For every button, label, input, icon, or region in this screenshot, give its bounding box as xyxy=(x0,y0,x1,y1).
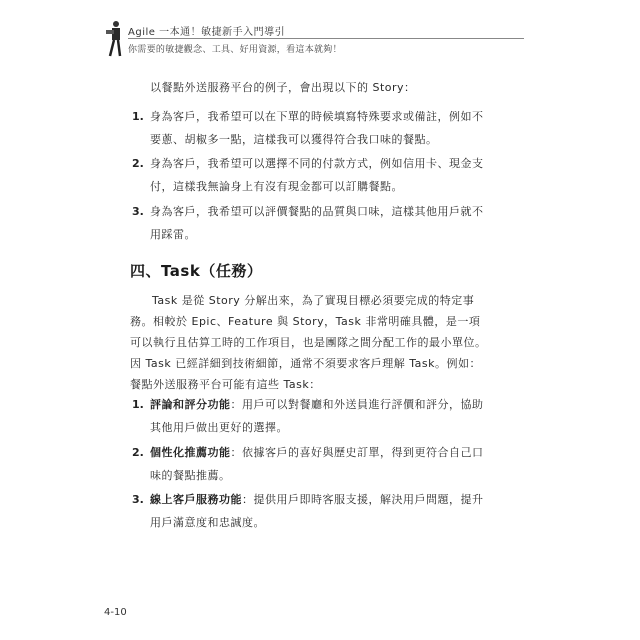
list-text xyxy=(150,393,490,439)
task-description: ：用戶可以對餐廳和外送員進行評價和評分，協助其他用戶做出更好的選擇。 xyxy=(150,398,484,434)
list-number: 3. xyxy=(132,493,144,506)
task-term: 評論和評分功能 xyxy=(150,398,231,411)
list-text: 身為客戶，我希望可以選擇不同的付款方式，例如信用卡、現金支付，這樣我無論身上有沒有現金都可以訂購餐點。 xyxy=(150,157,484,193)
list-number: 2. xyxy=(132,446,144,459)
book-subtitle: 你需要的敏捷觀念、工具、好用資源，看這本就夠！ xyxy=(128,45,342,55)
list-number: 3. xyxy=(132,205,144,218)
page-number: 4-10 xyxy=(104,607,127,618)
section-heading: 四、Task（任務） xyxy=(130,262,263,280)
list-text: 身為客戶，我希望可以在下單的時候填寫特殊要求或備註，例如不要蔥、胡椒多一點，這樣我可以獲得符合我口味的餐點。 xyxy=(150,110,484,146)
task-description: ：提供用戶即時客服支援，解決用戶問題，提升用戶滿意度和忠誠度。 xyxy=(150,493,484,529)
task-term: 線上客戶服務功能 xyxy=(150,493,242,506)
header-rule xyxy=(128,38,524,39)
list-number: 1. xyxy=(132,398,144,411)
list-text xyxy=(150,441,490,487)
list-number: 2. xyxy=(132,157,144,170)
task-term: 個性化推薦功能 xyxy=(150,446,231,459)
walking-figure-icon xyxy=(104,20,124,60)
task-description: ：依據客戶的喜好與歷史訂單，得到更符合自己口味的餐點推薦。 xyxy=(150,446,484,482)
intro-paragraph: 以餐點外送服務平台的例子，會出現以下的 Story： xyxy=(150,81,416,94)
book-title: Agile 一本通！敏捷新手入門導引 xyxy=(128,27,286,38)
list-text: 身為客戶，我希望可以評價餐點的品質與口味，這樣其他用戶就不用踩雷。 xyxy=(150,205,484,241)
list-text xyxy=(150,488,490,534)
list-number: 1. xyxy=(132,110,144,123)
body-paragraph: Task 是從 Story 分解出來，為了實現目標必須要完成的特定事務。相較於 Epic、Feature 與 Story，Task 非常明確具體，是一項可以執行且估算工時的工作項目，也是團隊之間分配工作的最小單位。因 Task 已經詳細到技術細節，通常不須要求客戶理解 Task。例如：餐點外送服務平台可能有這些 Task： xyxy=(130,294,487,391)
